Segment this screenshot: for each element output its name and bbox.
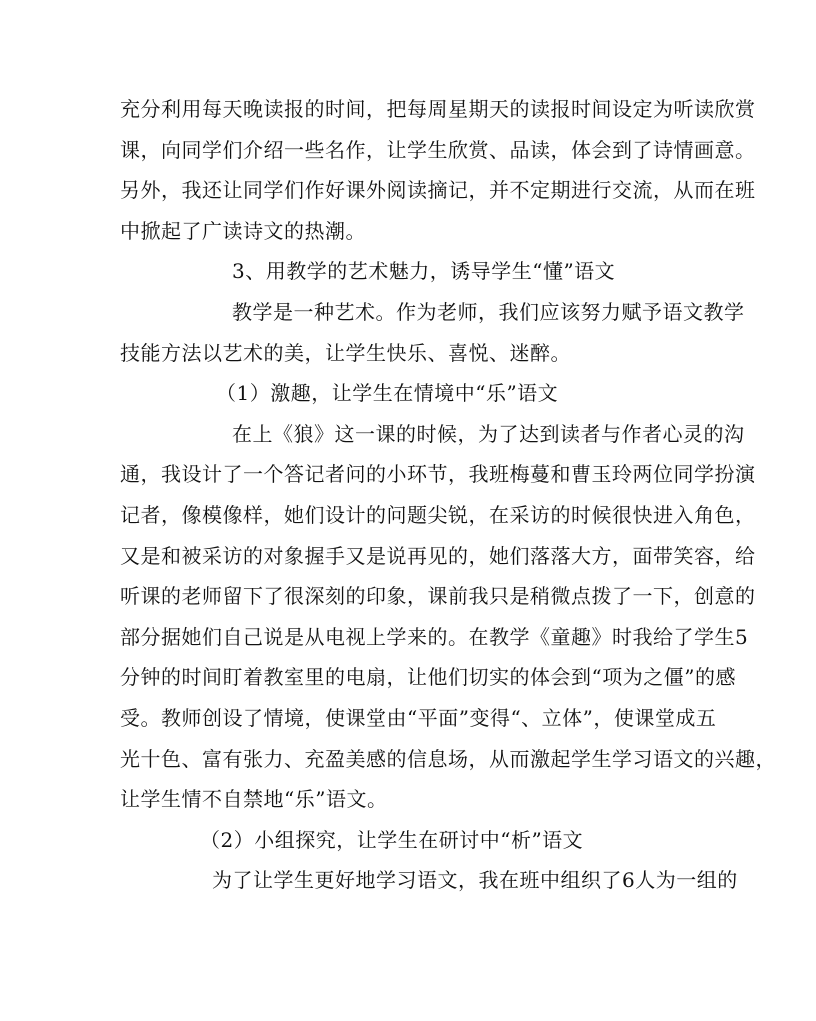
paragraph-line: 分钟的时间盯着教室里的电扇，让他们切实的体会到“项为之僵”的感 [120, 665, 736, 690]
paragraph-line: 充分利用每天晚读报的时间，把每周星期天的读报时间设定为听读欣赏 [120, 97, 756, 121]
paragraph-line: 课，向同学们介绍一些名作，让学生欣赏、品读，体会到了诗情画意。 [120, 137, 756, 162]
paragraph-line: 教学是一种艺术。作为老师，我们应该努力赋予语文教学 [232, 299, 745, 324]
paragraph-line: 记者，像模像样，她们设计的问题尖锐，在采访的时候很快进入角色， [120, 502, 756, 527]
paragraph-line: 又是和被采访的对象握手又是说再见的，她们落落大方，面带笑容，给 [120, 543, 756, 568]
section-heading: 3、用教学的艺术魅力，诱导学生“懂”语文 [232, 259, 616, 284]
paragraph-line: 通，我设计了一个答记者问的小环节，我班梅蔓和曹玉玲两位同学扮演 [120, 462, 756, 487]
paragraph-line: 受。教师创设了情境，使课堂由“平面”变得“、立体”，使课堂成五 [120, 705, 717, 730]
subsection-heading: （2）小组探究，让学生在研讨中“析”语文 [200, 827, 584, 852]
paragraph-line: 中掀起了广读诗文的热潮。 [120, 218, 366, 243]
paragraph-line: 部分据她们自己说是从电视上学来的。在教学《童趣》时我给了学生5 [120, 624, 749, 649]
paragraph-line: 另外，我还让同学们作好课外阅读摘记，并不定期进行交流，从而在班 [120, 178, 756, 203]
subsection-heading: （1）激趣，让学生在情境中“乐”语文 [216, 381, 559, 406]
paragraph-line: 让学生情不自禁地“乐”语文。 [120, 787, 388, 812]
paragraph-line: 光十色、富有张力、充盈美感的信息场，从而激起学生学习语文的兴趣， [120, 746, 776, 771]
paragraph-line: 在上《狼》这一课的时候，为了达到读者与作者心灵的沟 [232, 421, 745, 446]
paragraph-line: 为了让学生更好地学习语文，我在班中组织了6人为一组的 [212, 868, 738, 893]
paragraph-line: 听课的老师留下了很深刻的印象，课前我只是稍微点拨了一下，创意的 [120, 584, 756, 609]
paragraph-line: 技能方法以艺术的美，让学生快乐、喜悦、迷醉。 [120, 340, 571, 365]
document-body [120, 89, 776, 901]
